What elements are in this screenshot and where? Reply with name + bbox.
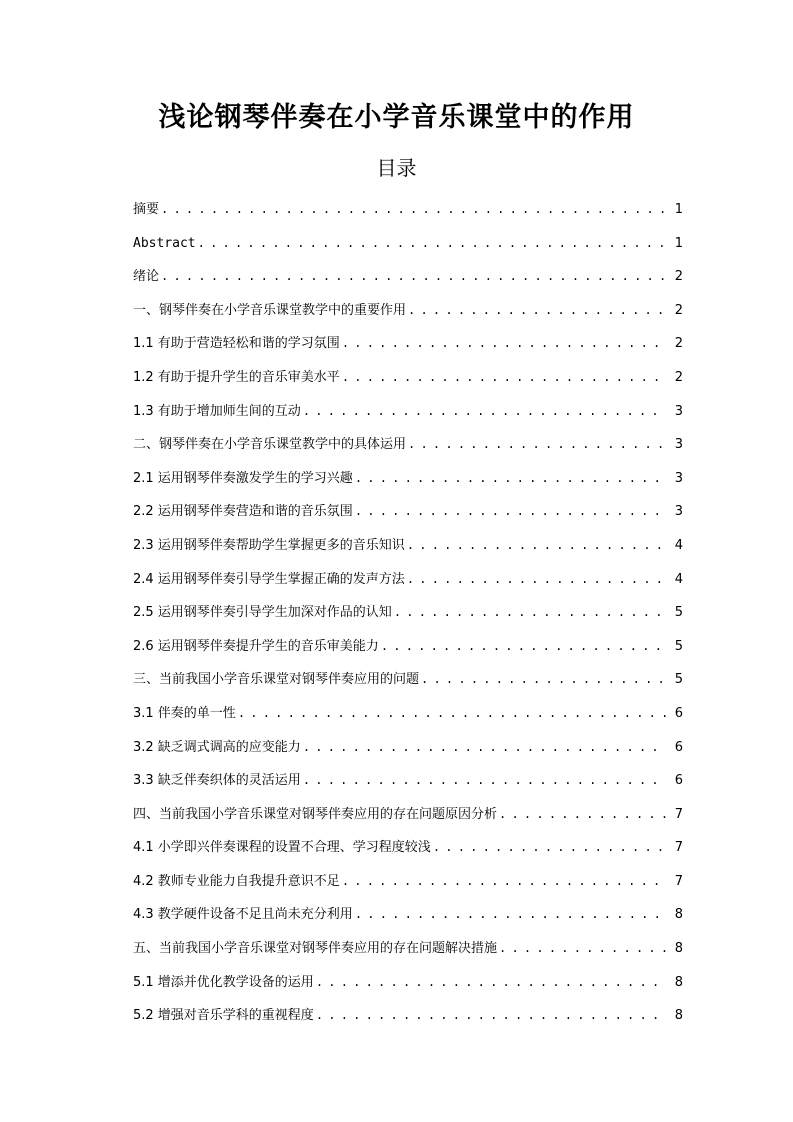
toc-entry[interactable] [133,466,683,500]
toc-entry-label: 五、当前我国小学音乐课堂对钢琴伴奏应用的存在问题解决措施 [133,941,498,957]
toc-entry[interactable] [133,365,683,399]
toc-entry-label: 摘要 [133,202,160,217]
toc-entry-label: 2.3 运用钢琴伴奏帮助学生掌握更多的音乐知识 [133,537,405,553]
toc-entry-page-number: 4 [674,571,683,587]
toc-entry-label: 3.1 伴奏的单一性 [133,705,236,721]
toc-leader-dots [303,399,666,423]
toc-entry-label: 一、钢琴伴奏在小学音乐课堂教学中的重要作用 [133,302,407,318]
toc-leader-dots [198,231,666,255]
toc-entry-label: 四、当前我国小学音乐课堂对钢琴伴奏应用的存在问题原因分析 [133,806,498,822]
toc-entry[interactable] [133,197,683,231]
toc-leader-dots [355,466,666,490]
toc-entry-label: 5.1 增添并优化教学设备的运用 [133,974,314,990]
toc-leader-dots [316,970,666,994]
toc-leader-dots [381,634,666,658]
toc-entry-label: Abstract [133,235,196,251]
toc-leader-dots [394,600,666,624]
toc-entry-label: 1.2 有助于提升学生的音乐审美水平 [133,369,340,385]
toc-entry[interactable] [133,264,683,298]
toc-leader-dots [303,768,666,792]
toc-entry-page-number: 7 [674,873,683,889]
toc-leader-dots [355,499,666,523]
toc-entry-label: 3.2 缺乏调式调高的应变能力 [133,739,301,755]
toc-entry-page-number: 8 [674,1008,683,1024]
toc-entry-label: 2.4 运用钢琴伴奏引导学生掌握正确的发声方法 [133,571,405,587]
toc-entry-label: 2.5 运用钢琴伴奏引导学生加深对作品的认知 [133,605,392,621]
toc-leader-dots [433,835,666,859]
toc-entry[interactable] [133,533,683,567]
toc-heading: 目录 [376,156,417,180]
toc-leader-dots [316,1003,666,1027]
toc-entry-label: 二、钢琴伴奏在小学音乐课堂教学中的具体运用 [133,437,407,453]
toc-entry[interactable] [133,600,683,634]
toc-entry-label: 5.2 增强对音乐学科的重视程度 [133,1008,314,1024]
toc-entry-page-number: 2 [674,302,683,318]
toc-entry-label: 2.6 运用钢琴伴奏提升学生的音乐审美能力 [133,638,379,654]
toc-entry-page-number: 8 [674,974,683,990]
toc-leader-dots [161,197,666,221]
document-title: 浅论钢琴伴奏在小学音乐课堂中的作用 [158,102,635,133]
toc-entry-label: 三、当前我国小学音乐课堂对钢琴伴奏应用的问题 [133,672,420,688]
toc-entry[interactable] [133,298,683,332]
toc-leader-dots [342,365,666,389]
toc-entry-page-number: 1 [674,202,683,217]
toc-leader-dots [421,667,666,691]
toc-entry-label: 4.3 教学硬件设备不足且尚未充分利用 [133,907,353,923]
toc-leader-dots [499,936,666,960]
toc-entry-page-number: 8 [674,907,683,923]
toc-entry-label: 4.2 教师专业能力自我提升意识不足 [133,873,340,889]
toc-leader-dots [408,432,666,456]
toc-entry[interactable] [133,432,683,466]
toc-entry[interactable] [133,667,683,701]
toc-leader-dots [408,298,666,322]
toc-entry-label: 3.3 缺乏伴奏织体的灵活运用 [133,773,301,789]
toc-entry[interactable] [133,902,683,936]
toc-leader-dots [238,701,666,725]
toc-entry[interactable] [133,735,683,769]
toc-entry-page-number: 8 [674,941,683,957]
toc-entry-label: 1.3 有助于增加师生间的互动 [133,403,301,419]
toc-entry-page-number: 7 [674,840,683,856]
toc-entry[interactable] [133,567,683,601]
toc-entry-page-number: 6 [674,705,683,721]
toc-entry[interactable] [133,802,683,836]
toc-entry-page-number: 3 [674,504,683,520]
toc-entry-label: 2.2 运用钢琴伴奏营造和谐的音乐氛围 [133,504,353,520]
toc-leader-dots [407,533,666,557]
toc-leader-dots [161,264,666,288]
toc-entry-label: 2.1 运用钢琴伴奏激发学生的学习兴趣 [133,470,353,486]
toc-entry-page-number: 2 [674,269,683,285]
toc-entry-page-number: 2 [674,336,683,352]
toc-entry-page-number: 7 [674,806,683,822]
toc-entry-label: 1.1 有助于营造轻松和谐的学习氛围 [133,336,340,352]
toc-entry[interactable] [133,936,683,970]
toc-entry[interactable] [133,499,683,533]
toc-entry[interactable] [133,231,683,265]
toc-entry-page-number: 5 [674,672,683,688]
toc-entry-page-number: 5 [674,605,683,621]
table-of-contents [133,197,683,1037]
toc-entry-page-number: 6 [674,773,683,789]
toc-entry-page-number: 3 [674,470,683,486]
toc-entry-page-number: 1 [674,235,683,251]
toc-leader-dots [407,567,666,591]
toc-entry[interactable] [133,1003,683,1037]
toc-entry-page-number: 6 [674,739,683,755]
toc-entry[interactable] [133,701,683,735]
toc-entry-page-number: 3 [674,403,683,419]
toc-entry-page-number: 4 [674,537,683,553]
toc-entry[interactable] [133,869,683,903]
toc-leader-dots [342,869,666,893]
toc-entry-label: 绪论 [133,269,160,285]
toc-entry-page-number: 2 [674,369,683,385]
toc-entry-page-number: 5 [674,638,683,654]
toc-entry[interactable] [133,835,683,869]
toc-entry[interactable] [133,399,683,433]
toc-leader-dots [342,331,666,355]
toc-entry[interactable] [133,768,683,802]
toc-entry[interactable] [133,331,683,365]
toc-entry[interactable] [133,634,683,668]
toc-leader-dots [303,735,666,759]
toc-leader-dots [355,902,666,926]
toc-entry-page-number: 3 [674,437,683,453]
toc-entry[interactable] [133,970,683,1004]
toc-leader-dots [499,802,666,826]
toc-entry-label: 4.1 小学即兴伴奏课程的设置不合理、学习程度较浅 [133,840,431,856]
